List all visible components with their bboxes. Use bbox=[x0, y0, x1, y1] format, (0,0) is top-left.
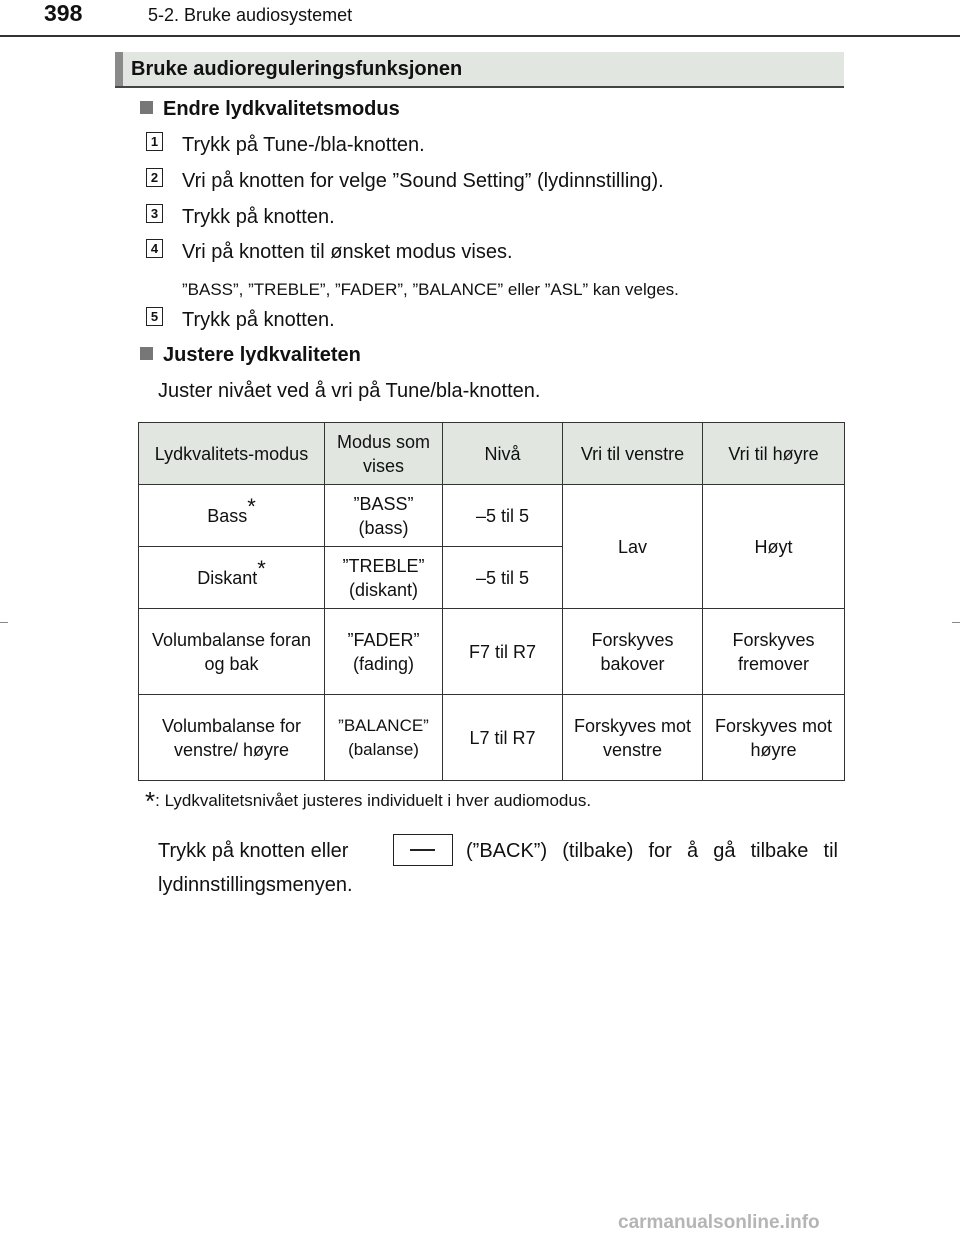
table-cell-level: –5 til 5 bbox=[443, 547, 563, 609]
table-cell-left-shared: Lav bbox=[563, 485, 703, 609]
table-cell-left: Forskyves mot venstre bbox=[563, 695, 703, 781]
table-cell-display: ”FADER” (fading) bbox=[325, 609, 443, 695]
footnote-star: * bbox=[257, 555, 266, 581]
table-cell-right: Forskyves fremover bbox=[703, 609, 845, 695]
table-header-row bbox=[139, 423, 845, 485]
table-cell-mode bbox=[139, 547, 325, 609]
footnote-text: : Lydkvalitetsnivået justeres individuelt i hver audiomodus. bbox=[155, 791, 592, 810]
table-cell-level: F7 til R7 bbox=[443, 609, 563, 695]
table-cell-right-shared: Høyt bbox=[703, 485, 845, 609]
step-number-2: 2 bbox=[146, 168, 163, 187]
table-cell-display: ”BASS” (bass) bbox=[325, 485, 443, 547]
step-number-5: 5 bbox=[146, 307, 163, 326]
step-text-5: Trykk på knotten. bbox=[182, 309, 335, 331]
table-row bbox=[139, 609, 845, 695]
table-header-cell: Modus som vises bbox=[325, 423, 443, 485]
header-rule bbox=[0, 35, 960, 37]
table-header-cell: Nivå bbox=[443, 423, 563, 485]
footnote-star: * bbox=[145, 786, 156, 816]
section-bar-accent bbox=[115, 52, 123, 86]
mode-label: Diskant bbox=[197, 567, 258, 588]
step-number-1: 1 bbox=[146, 132, 163, 151]
step-text-1: Trykk på Tune-/bla-knotten. bbox=[182, 134, 425, 156]
footnote bbox=[145, 786, 591, 817]
step-number-3: 3 bbox=[146, 204, 163, 223]
running-header: 5-2. Bruke audiosystemet bbox=[148, 5, 353, 25]
mode-label: Bass bbox=[207, 505, 248, 526]
back-instruction-before: Trykk på knotten eller bbox=[158, 840, 349, 862]
crop-mark-left bbox=[0, 622, 8, 623]
footnote-star: * bbox=[247, 493, 256, 519]
table-row bbox=[139, 485, 845, 547]
table-header-cell: Lydkvalitets-modus bbox=[139, 423, 325, 485]
table-cell-display: ”BALANCE” (balanse) bbox=[325, 695, 443, 781]
subheading-change-mode bbox=[140, 98, 400, 121]
table-header-cell: Vri til venstre bbox=[563, 423, 703, 485]
mode-options-note: ”BASS”, ”TREBLE”, ”FADER”, ”BALANCE” eller ”ASL” kan velges. bbox=[182, 280, 679, 299]
back-instruction-line2: lydinnstillingsmenyen. bbox=[158, 874, 353, 896]
sound-quality-table bbox=[138, 422, 845, 781]
adjust-instruction: Juster nivået ved å vri på Tune/bla-knotten. bbox=[158, 380, 541, 402]
step-number-4: 4 bbox=[146, 239, 163, 258]
square-bullet-icon bbox=[140, 347, 153, 360]
table-cell-right: Forskyves mot høyre bbox=[703, 695, 845, 781]
step-text-3: Trykk på knotten. bbox=[182, 206, 335, 228]
section-title-bar bbox=[115, 52, 844, 88]
back-button-icon bbox=[393, 834, 453, 866]
table-cell-display: ”TREBLE” (diskant) bbox=[325, 547, 443, 609]
watermark: carmanualsonline.info bbox=[618, 1212, 820, 1233]
back-dash-icon bbox=[410, 849, 435, 851]
table-header-cell: Vri til høyre bbox=[703, 423, 845, 485]
step-text-2: Vri på knotten for velge ”Sound Setting” (lydinnstilling). bbox=[182, 170, 664, 192]
table-cell-mode: Volumbalanse foran og bak bbox=[139, 609, 325, 695]
table-row bbox=[139, 695, 845, 781]
page-number: 398 bbox=[44, 0, 83, 26]
table-cell-mode bbox=[139, 485, 325, 547]
table-cell-level: L7 til R7 bbox=[443, 695, 563, 781]
section-title: Bruke audioreguleringsfunksjonen bbox=[131, 58, 463, 80]
table-cell-left: Forskyves bakover bbox=[563, 609, 703, 695]
table-cell-mode: Volumbalanse for venstre/ høyre bbox=[139, 695, 325, 781]
step-text-4: Vri på knotten til ønsket modus vises. bbox=[182, 241, 513, 263]
subheading-change-mode-text: Endre lydkvalitetsmodus bbox=[163, 98, 400, 120]
subheading-adjust bbox=[140, 344, 361, 367]
crop-mark-right bbox=[952, 622, 960, 623]
table-cell-level: –5 til 5 bbox=[443, 485, 563, 547]
square-bullet-icon bbox=[140, 101, 153, 114]
subheading-adjust-text: Justere lydkvaliteten bbox=[163, 344, 361, 366]
back-instruction-after: (”BACK”) (tilbake) for å gå tilbake til bbox=[466, 840, 838, 862]
